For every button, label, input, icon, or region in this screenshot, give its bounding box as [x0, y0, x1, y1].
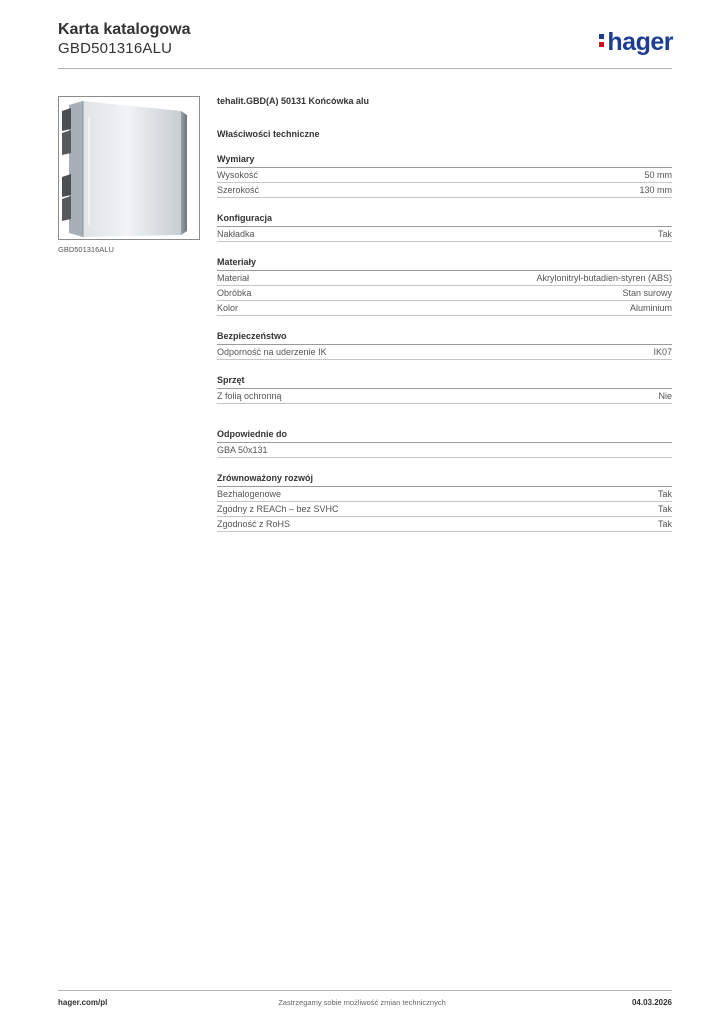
spec-label: Nakładka — [217, 229, 255, 239]
properties-title: Właściwości techniczne — [217, 129, 320, 139]
section-title: Bezpieczeństwo — [217, 330, 672, 345]
spec-label: Materiał — [217, 273, 250, 283]
header-divider — [58, 68, 672, 69]
section-safety — [217, 330, 672, 360]
section-dimensions — [217, 153, 672, 198]
footer-disclaimer: Zastrzegamy sobie możliwość zmian technicznych — [278, 998, 446, 1007]
spec-label: Wysokość — [217, 170, 258, 180]
spec-row — [217, 443, 672, 458]
spec-value: IK07 — [653, 347, 672, 357]
spec-value: Nie — [658, 391, 672, 401]
spec-label: Z folią ochronną — [217, 391, 282, 401]
spec-label: Zgodny z REACh – bez SVHC — [217, 504, 339, 514]
end-cap-product-image — [59, 97, 199, 239]
spec-value: Tak — [657, 504, 672, 514]
section-title: Materiały — [217, 256, 672, 271]
section-title: Wymiary — [217, 153, 672, 168]
spec-label: Szerokość — [217, 185, 260, 195]
spec-label: GBA 50x131 — [217, 445, 268, 455]
spec-row — [217, 301, 672, 316]
spec-label: Zgodność z RoHS — [217, 519, 291, 529]
spec-row — [217, 271, 672, 286]
spec-value: Akrylonitryl-butadien-styren (ABS) — [536, 273, 672, 283]
spec-value: Tak — [657, 489, 672, 499]
spec-row — [217, 502, 672, 517]
section-equipment — [217, 374, 672, 404]
spec-value: Stan surowy — [622, 288, 672, 298]
section-title: Zrównoważony rozwój — [217, 472, 672, 487]
product-code: GBD501316ALU — [58, 40, 173, 57]
spec-row — [217, 286, 672, 301]
image-caption: GBD501316ALU — [58, 245, 114, 254]
spec-content — [217, 96, 672, 532]
spec-row — [217, 345, 672, 360]
spec-row — [217, 183, 672, 198]
spec-row — [217, 168, 672, 183]
spec-label: Odporność na uderzenie IK — [217, 347, 327, 357]
footer-website-link[interactable]: hager.com/pl — [58, 998, 108, 1007]
product-image — [58, 96, 200, 240]
spec-row — [217, 389, 672, 404]
spec-value: Tak — [657, 519, 672, 529]
section-title: Odpowiednie do — [217, 428, 672, 443]
section-configuration — [217, 212, 672, 242]
section-materials — [217, 256, 672, 316]
footer-date: 04.03.2026 — [631, 998, 672, 1007]
section-title: Konfiguracja — [217, 212, 672, 227]
hager-logo[interactable] — [599, 28, 673, 57]
spec-row — [217, 227, 672, 242]
spec-label: Obróbka — [217, 288, 252, 298]
footer-divider — [58, 990, 672, 991]
spec-row — [217, 487, 672, 502]
spec-value: Tak — [657, 229, 672, 239]
spec-row — [217, 517, 672, 532]
spec-value: 50 mm — [644, 170, 672, 180]
section-sustainability — [217, 472, 672, 532]
spec-value: 130 mm — [639, 185, 672, 195]
section-suitable-for — [217, 428, 672, 458]
header-title: Karta katalogowa — [58, 21, 191, 38]
spec-value: Aluminium — [629, 303, 672, 313]
spec-label: Bezhalogenowe — [217, 489, 282, 499]
section-title: Sprzęt — [217, 374, 672, 389]
product-name: tehalit.GBD(A) 50131 Końcówka alu — [217, 96, 370, 106]
logo-dots-icon — [599, 34, 604, 47]
logo-text: hager — [607, 28, 673, 56]
spec-label: Kolor — [217, 303, 239, 313]
